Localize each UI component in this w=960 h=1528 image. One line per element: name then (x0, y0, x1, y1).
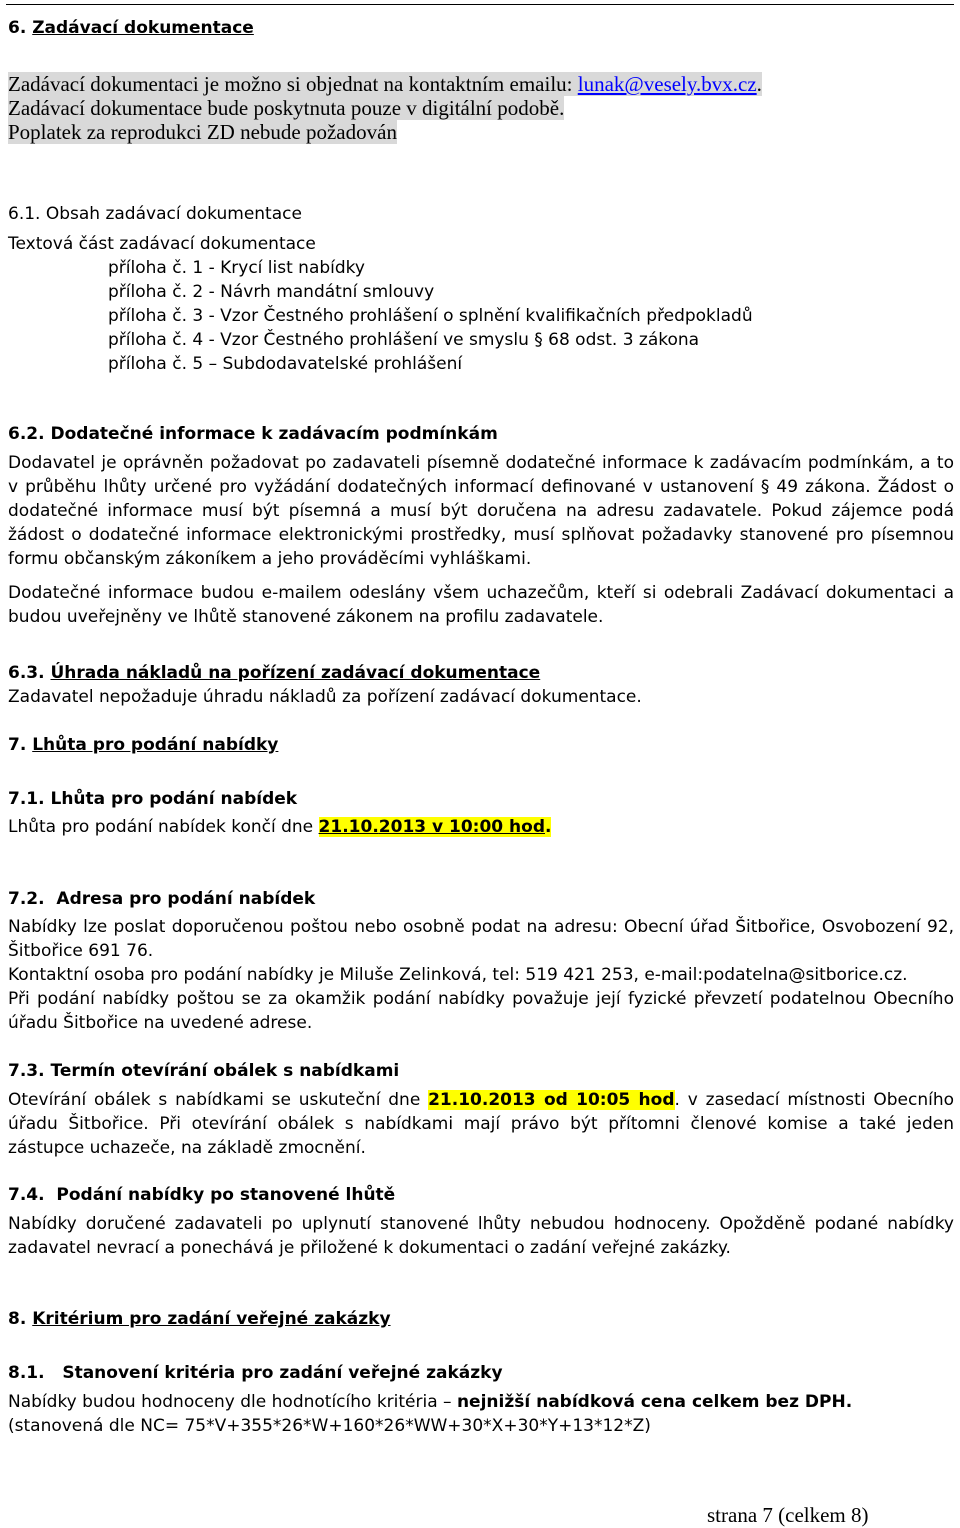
section-7-4-heading: 7.4. Podání nabídky po stanovené lhůtě (8, 1185, 396, 1205)
attachment-item: příloha č. 2 - Návrh mandátní smlouvy (108, 282, 435, 302)
attachment-item: příloha č. 4 - Vzor Čestného prohlášení ve smyslu § 68 odst. 3 zákona (108, 330, 700, 350)
criterion-bold: nejnižší nabídková cena celkem bez DPH. (456, 1392, 853, 1412)
deadline-time: 2013 v 10:00 hod (378, 817, 545, 837)
section-6-number: 6. (8, 18, 27, 38)
section-7-3-title: 7.3. Termín otevírání obálek s nabídkami (8, 1061, 400, 1081)
page-footer: strana 7 (celkem 8) (707, 1503, 869, 1527)
section-6-3-title: Úhrada nákladů na pořízení zadávací dokumentace (50, 663, 541, 683)
section-7-2-heading: 7.2. Adresa pro podání nabídek (8, 889, 316, 909)
opening-date-highlight: 21.10.2013 od 10:05 hod (428, 1090, 675, 1110)
attachment-item: příloha č. 3 - Vzor Čestného prohlášení o splnění kvalifikačních předpokladů (108, 306, 753, 326)
section-6-3-text: Zadavatel nepožaduje úhradu nákladů za pořízení zadávací dokumentace. (8, 687, 642, 707)
section-8-1-heading: 8.1. Stanovení kritéria pro zadání veřejné zakázky (8, 1363, 503, 1383)
section-8-1-title: Stanovení kritéria pro zadání veřejné zakázky (62, 1363, 503, 1383)
section-6-1-title: 6.1. Obsah zadávací dokumentace (8, 204, 302, 224)
section-7-2-paragraph-3: Při podání nabídky poštou se za okamžik podání nabídky považuje její fyzické převzetí podatelnou Obecního úřadu Šitbořice na uvedené adrese. (8, 989, 954, 1033)
section-6-2-paragraph-2: Dodatečné informace budou e-mailem odeslány všem uchazečům, kteří si odebrali Zadávací dokumentaci a budou uveřejněny ve lhůtě stanovené zákonem na profilu zadavatele. (8, 583, 954, 627)
section-6-3-heading: 6.3. Úhrada nákladů na pořízení zadávací dokumentace (8, 663, 541, 683)
intro-line-1: Zadávací dokumentaci je možno si objednat na kontaktním emailu: lunak@vesely.bvx.cz. (8, 72, 762, 96)
contact-email-link[interactable]: lunak@vesely.bvx.cz (577, 72, 757, 96)
top-rule (6, 4, 954, 5)
section-8-1-text: Nabídky budou hodnoceny dle hodnotícího kritéria – nejnižší nabídková cena celkem bez DPH. (8, 1392, 853, 1412)
section-6-heading (8, 16, 254, 40)
section-7-heading: 7. Lhůta pro podání nabídky (8, 735, 279, 755)
section-6-1-subtitle: Textová část zadávací dokumentace (8, 234, 316, 254)
section-6-title: Zadávací dokumentace (32, 18, 254, 38)
section-7-3-text: Otevírání obálek s nabídkami se uskuteční dne 21.10.2013 od 10:05 hod. v zasedací místnosti Obecního úřadu Šitbořice. Při otevírání obálek s nabídkami mají právo být přítomni členové komise a také jeden zástupce uchazeče, na základě zmocnění. (8, 1090, 955, 1158)
section-7-1-title: 7.1. Lhůta pro podání nabídek (8, 789, 298, 809)
section-8-heading: 8. Kritérium pro zadání veřejné zakázky (8, 1309, 391, 1329)
section-6-2-paragraph-1: Dodavatel je oprávněn požadovat po zadavateli písemně dodatečné informace k zadávacím podmínkám, a to v průběhu lhůty určené pro vyžádání dodatečných informací definované v ustanovení § 49 zákona. Žádost o dodatečné informace musí být písemná a musí být doručena na adresu zadavatele. Pokud zájemce podá žádost o dodatečné informace elektronickými prostředky, musí splňovat požadavky stanovené pro písemnou formu občanským zákoníkem a jeho prováděcími vyhláškami. (8, 453, 954, 569)
section-7-1-text: Lhůta pro podání nabídek končí dne 21.10.2013 v 10:00 hod. (8, 817, 552, 837)
section-8-title: Kritérium pro zadání veřejné zakázky (32, 1309, 391, 1329)
deadline-date: 21.10. (318, 817, 379, 837)
intro-line-2: Zadávací dokumentace bude poskytnuta pouze v digitální podobě. (8, 96, 565, 120)
section-6-2-title: 6.2. Dodatečné informace k zadávacím podmínkám (8, 424, 498, 444)
attachment-item: příloha č. 5 – Subdodavatelské prohlášení (108, 354, 463, 374)
attachment-item: příloha č. 1 - Krycí list nabídky (108, 258, 365, 278)
price-formula: (stanovená dle NC= 75*V+355*26*W+160*26*WW+30*X+30*Y+13*12*Z) (8, 1416, 651, 1436)
section-7-2-paragraph-1: Nabídky lze poslat doporučenou poštou nebo osobně podat na adresu: Obecní úřad Šitbořice, Osvobození 92, Šitbořice 691 76. (8, 917, 954, 961)
section-7-4-text: Nabídky doručené zadavateli po uplynutí stanovené lhůty nebudou hodnoceny. Opožděně podané nabídky zadavatel nevrací a ponechává je přiložené k dokumentaci o zadání veřejné zakázky. (8, 1214, 954, 1258)
section-7-2-title: Adresa pro podání nabídek (56, 889, 316, 909)
intro-block (8, 72, 762, 144)
section-7-4-title: Podání nabídky po stanovené lhůtě (56, 1185, 396, 1205)
section-7-title: Lhůta pro podání nabídky (32, 735, 279, 755)
section-7-2-paragraph-2: Kontaktní osoba pro podání nabídky je Miluše Zelinková, tel: 519 421 253, e-mail:podatelna@sitborice.cz. (8, 965, 908, 985)
intro-line-3: Poplatek za reprodukci ZD nebude požadován (8, 120, 397, 144)
